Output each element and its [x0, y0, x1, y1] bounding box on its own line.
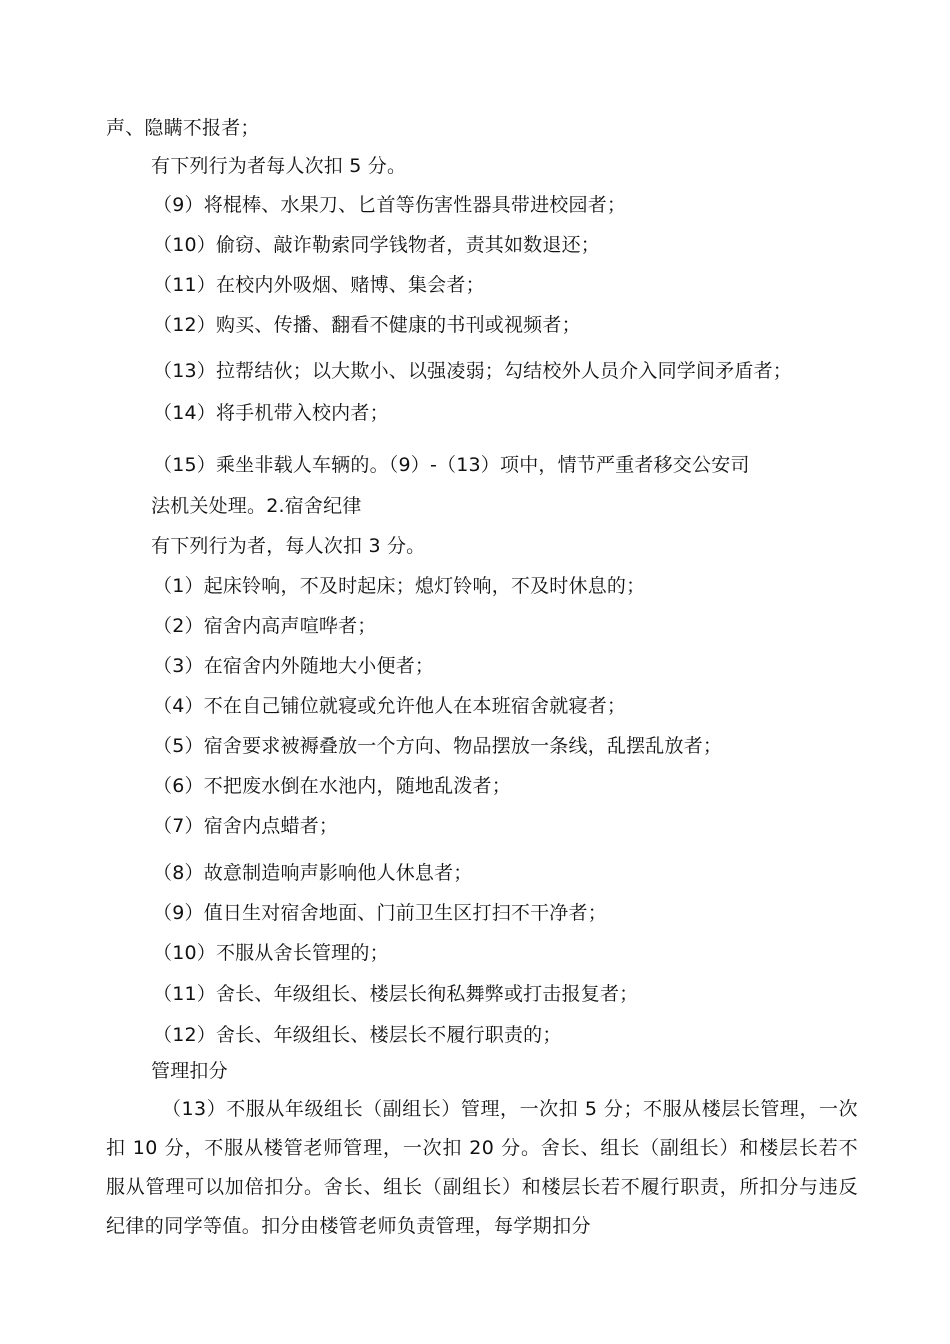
list-item: （7）宿舍内点蜡者； — [153, 815, 339, 837]
text-line: 法机关处理。2.宿舍纪律 — [151, 495, 362, 517]
list-item: （5）宿舍要求被褥叠放一个方向、物品摆放一条线，乱摆乱放者； — [153, 735, 723, 757]
text-line: 有下列行为者，每人次扣 3 分。 — [151, 535, 426, 557]
list-item: （14）将手机带入校内者； — [153, 402, 389, 424]
list-item: （12）舍长、年级组长、楼层长不履行职责的； — [153, 1024, 562, 1046]
list-item: （10）不服从舍长管理的； — [153, 942, 389, 964]
list-item: （11）在校内外吸烟、赌博、集会者； — [153, 274, 485, 296]
list-item: （8）故意制造响声影响他人休息者； — [153, 862, 473, 884]
list-item: （3）在宿舍内外随地大小便者； — [153, 655, 435, 677]
text-line: 声、隐瞒不报者； — [106, 117, 260, 139]
list-item: （15）乘坐非载人车辆的。（9）-（13）项中，情节严重者移交公安司 — [153, 454, 750, 476]
list-item: （4）不在自己铺位就寝或允许他人在本班宿舍就寝者； — [153, 695, 627, 717]
list-item: （11）舍长、年级组长、楼层长徇私舞弊或打击报复者； — [153, 983, 639, 1005]
list-item: （9）值日生对宿舍地面、门前卫生区打扫不干净者； — [153, 902, 607, 924]
section-label: 管理扣分 — [151, 1060, 228, 1082]
list-item: （10）偷窃、敲诈勒索同学钱物者，责其如数退还； — [153, 234, 600, 256]
list-item: （13）拉帮结伙；以大欺小、以强凌弱；勾结校外人员介入同学间矛盾者； — [153, 360, 792, 382]
list-item: （6）不把废水倒在水池内，随地乱泼者； — [153, 775, 511, 797]
list-item: （9）将棍棒、水果刀、匕首等伤害性器具带进校园者； — [153, 194, 627, 216]
list-item: （2）宿舍内高声喧哗者； — [153, 615, 377, 637]
final-paragraph: （13）不服从年级组长（副组长）管理，一次扣 5 分；不服从楼层长管理，一次扣 10 分，不服从楼管老师管理，一次扣 20 分。舍长、组长（副组长）和楼层长若不服从管理可以加倍扣分。舍长、组长（副组长）和楼层长若不履行职责，所扣分与违反纪律的同学等值。扣分由楼管老师负责管理，每学期扣分 — [106, 1098, 858, 1237]
text-line: 有下列行为者每人次扣 5 分。 — [151, 155, 407, 177]
list-item: （1）起床铃响，不及时起床；熄灯铃响，不及时休息的； — [153, 575, 646, 597]
list-item: （12）购买、传播、翻看不健康的书刊或视频者； — [153, 314, 581, 336]
